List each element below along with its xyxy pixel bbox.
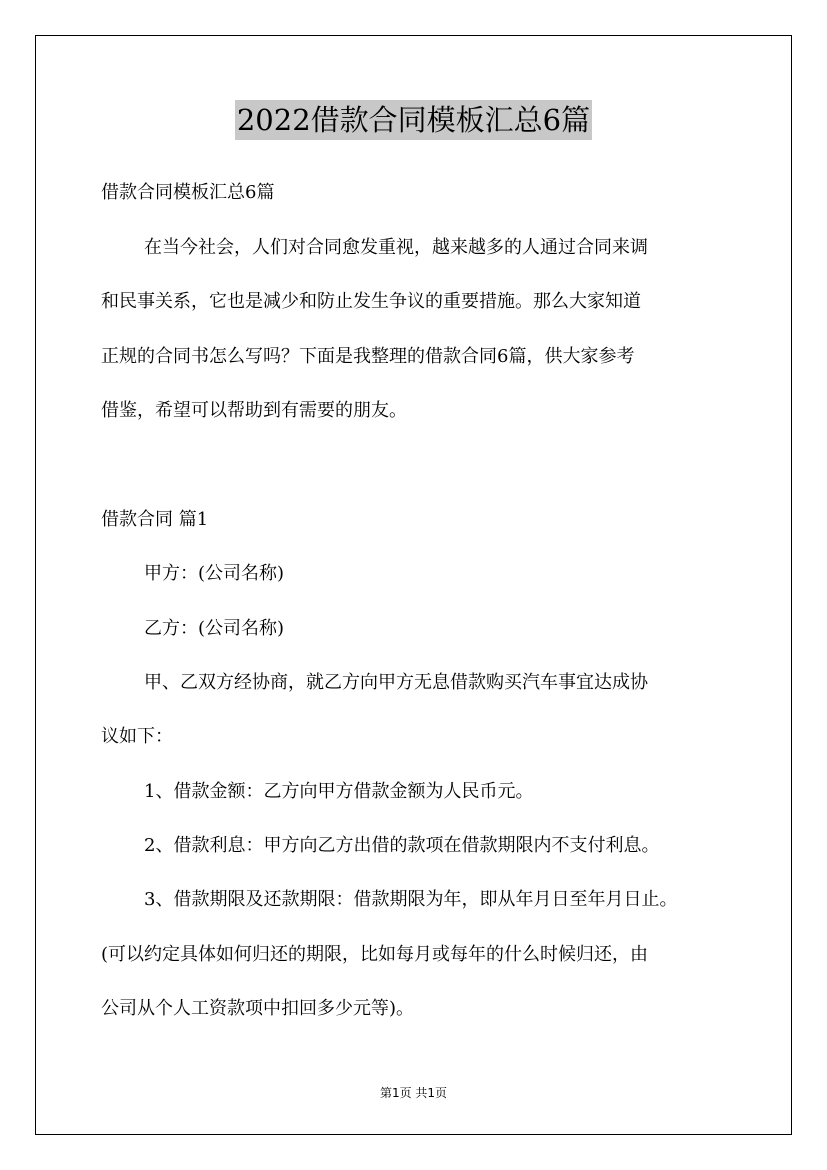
section-heading: 借款合同 篇1 bbox=[101, 509, 209, 530]
party-a-line: 甲方：(公司名称) bbox=[144, 563, 285, 584]
clause-line: 1、借款金额：乙方向甲方借款金额为人民币元。 bbox=[144, 781, 534, 802]
intro-paragraph-line: 借鉴，希望可以帮助到有需要的朋友。 bbox=[101, 400, 407, 421]
intro-paragraph-line: 正规的合同书怎么写吗？下面是我整理的借款合同6篇，供大家参考 bbox=[101, 346, 635, 367]
subtitle-line: 借款合同模板汇总6篇 bbox=[101, 182, 275, 203]
clause-line: (可以约定具体如何归还的期限，比如每月或每年的什么时候归还，由 bbox=[101, 944, 649, 965]
clause-line: 公司从个人工资款项中扣回多少元等)。 bbox=[101, 998, 415, 1019]
agreement-paragraph-line: 甲、乙双方经协商，就乙方向甲方无息借款购买汽车事宜达成协 bbox=[144, 672, 648, 693]
document-title-wrapper bbox=[0, 100, 827, 140]
intro-paragraph-line: 在当今社会，人们对合同愈发重视，越来越多的人通过合同来调 bbox=[144, 237, 648, 258]
party-b-line: 乙方：(公司名称) bbox=[144, 618, 285, 639]
intro-paragraph-line: 和民事关系，它也是减少和防止发生争议的重要措施。那么大家知道 bbox=[101, 291, 641, 312]
clause-line: 3、借款期限及还款期限：借款期限为年，即从年月日至年月日止。 bbox=[144, 889, 678, 910]
agreement-paragraph-line: 议如下： bbox=[101, 726, 173, 747]
clause-line: 2、借款利息：甲方向乙方出借的款项在借款期限内不支付利息。 bbox=[144, 835, 660, 856]
document-title: 2022借款合同模板汇总6篇 bbox=[235, 100, 592, 140]
page-footer: 第1页 共1页 bbox=[379, 1086, 448, 1100]
